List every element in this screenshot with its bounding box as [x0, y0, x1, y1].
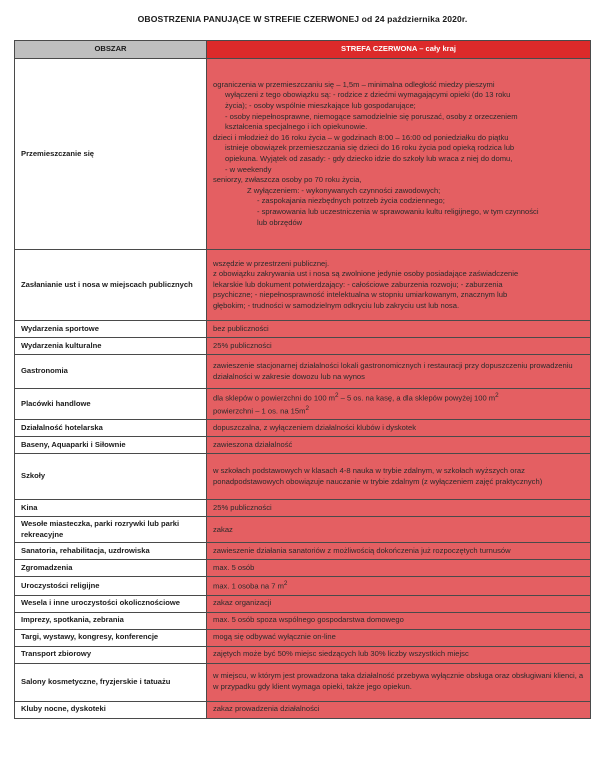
table-row — [15, 420, 591, 437]
value-line: - osoby niepełnosprawne, niemogące samodzielnie się poruszać, osoby z orzeczeniem — [225, 111, 518, 121]
row-area: Uroczystości religijne — [15, 577, 207, 595]
table-row — [15, 59, 591, 250]
row-area: Wydarzenia kulturalne — [15, 338, 207, 355]
row-value: zawieszona działalność — [207, 437, 591, 454]
row-area: Salony kosmetyczne, fryzjerskie i tatuażu — [15, 663, 207, 701]
value-line: dzieci i młodzież do 16 roku życia – w godzinach 8:00 – 16:00 od poniedziałku do piątku — [213, 132, 509, 142]
row-area: Targi, wystawy, kongresy, konferencje — [15, 629, 207, 646]
table-row — [15, 454, 591, 500]
value-line: seniorzy, zwłaszcza osoby po 70 roku życia, — [213, 175, 362, 185]
row-value: max. 5 osób — [207, 560, 591, 577]
value-line: psychiczne; - niepełnosprawność intelektualna w stopniu umiarkowanym, znacznym lub — [213, 290, 508, 300]
header-row — [15, 41, 591, 59]
row-value: 25% publiczności — [207, 338, 591, 355]
table-row — [15, 646, 591, 663]
value-line: - w weekendy — [225, 164, 272, 174]
table-row — [15, 389, 591, 420]
value-text: – 5 os. na kasę, a dla sklepów powyżej 100 m — [338, 393, 496, 403]
value-line: opiekuna. Wyjątek od zasady: - gdy dziecko idzie do szkoły lub wraca z niej do domu, — [225, 154, 513, 163]
table-row — [15, 663, 591, 701]
row-area: Transport zbiorowy — [15, 646, 207, 663]
table-row — [15, 629, 591, 646]
row-area: Zgromadzenia — [15, 560, 207, 577]
table-row — [15, 250, 591, 321]
row-value: zawieszenie stacjonarnej działalności lokali gastronomicznych i restauracji przy dopuszczeniu prowadzeniu działalności w zakresie dowozu lub na wynos — [207, 355, 591, 389]
value-line: wszędzie w przestrzeni publicznej. — [213, 258, 330, 268]
restrictions-table — [14, 40, 591, 719]
table-row — [15, 355, 591, 389]
value-line: lub obrzędów — [257, 217, 303, 227]
value-line: Z wyłączeniem: - wykonywanych czynności zawodowych; — [247, 185, 441, 195]
table-row — [15, 338, 591, 355]
value-line: - sprawowania lub uczestniczenia w sprawowaniu kultu religijnego, w tym czynności — [257, 206, 539, 216]
row-value: zajętych może być 50% miejsc siedzących lub 30% liczby wszystkich miejsc — [207, 646, 591, 663]
value-line: z obowiązku zakrywania ust i nosa są zwolnione jedynie osoby posiadające zaświadczenie — [213, 269, 519, 279]
superscript: 2 — [283, 580, 288, 588]
row-value — [207, 59, 591, 250]
table-row — [15, 595, 591, 612]
row-area: Wesela i inne uroczystości okolicznościowe — [15, 595, 207, 612]
value-text: max. 1 osoba na 7 m — [213, 581, 284, 591]
value-line: ograniczenia w przemieszczaniu się – 1,5m – minimalna odległość miedzy pieszymi — [213, 79, 495, 89]
row-area: Imprezy, spotkania, zebrania — [15, 612, 207, 629]
value-line — [213, 391, 584, 404]
table-row — [15, 517, 591, 543]
row-value: zakaz prowadzenia działalności — [207, 701, 591, 718]
superscript: 2 — [335, 392, 339, 399]
superscript: 2 — [495, 392, 499, 399]
table-row — [15, 321, 591, 338]
table-row — [15, 612, 591, 629]
row-area: Przemieszczanie się — [15, 59, 207, 250]
table-row — [15, 437, 591, 454]
table-row — [15, 560, 591, 577]
value-text: powierzchni – 1 os. na 15m — [213, 406, 306, 416]
table-row — [15, 543, 591, 560]
table-row — [15, 701, 591, 718]
row-area: Szkoły — [15, 454, 207, 500]
row-area: Sanatoria, rehabilitacja, uzdrowiska — [15, 543, 207, 560]
row-area: Działalność hotelarska — [15, 420, 207, 437]
value-line: - zaspokajania niezbędnych potrzeb życia codziennego; — [257, 196, 445, 206]
row-area: Wydarzenia sportowe — [15, 321, 207, 338]
value-line: kształcenia specjalnego i ich opiekunowie. — [225, 122, 368, 132]
row-area: Kina — [15, 500, 207, 517]
row-value: bez publiczności — [207, 321, 591, 338]
row-value: w miejscu, w którym jest prowadzona taka działalność przebywa wyłącznie obsługa oraz obsługiwani klienci, a w przypadku gdy klient wymaga opieki, także jego opiekun. — [207, 663, 591, 701]
row-value: dopuszczalna, z wyłączeniem działalności klubów i dyskotek — [207, 420, 591, 437]
column-header-area: OBSZAR — [15, 41, 207, 59]
table-row — [15, 577, 591, 595]
row-value: w szkołach podstawowych w klasach 4-8 nauka w trybie zdalnym, w szkołach wyższych oraz ponadpodstawowych obowiązuje nauczanie w trybie zdalnym (z wyłączeniem zajęć praktycznych) — [207, 454, 591, 500]
table-row — [15, 500, 591, 517]
row-value: zakaz — [207, 517, 591, 543]
value-line: lekarskie lub dokument potwierdzający: - całościowe zaburzenia rozwoju; - zaburzenia — [213, 279, 503, 289]
row-value: zakaz organizacji — [207, 595, 591, 612]
row-area: Placówki handlowe — [15, 389, 207, 420]
value-line: wyłączeni z tego obowiązku są: - rodzice z dziećmi wymagającymi opieki (do 13 roku — [225, 90, 511, 100]
row-area: Zasłanianie ust i nosa w miejscach publicznych — [15, 250, 207, 321]
row-area: Gastronomia — [15, 355, 207, 389]
document-title: OBOSTRZENIA PANUJĄCE W STREFIE CZERWONEJ od 24 października 2020r. — [137, 14, 468, 24]
value-text: dla sklepów o powierzchni do 100 m — [213, 393, 335, 403]
row-area: Baseny, Aquaparki i Siłownie — [15, 437, 207, 454]
row-value — [207, 577, 591, 595]
row-value: mogą się odbywać wyłącznie on-line — [207, 629, 591, 646]
value-line: istnieje obowiązek przemieszczania się dzieci do 16 roku życia pod opieką rodzica lub — [225, 143, 515, 153]
column-header-red-zone: STREFA CZERWONA – cały kraj — [207, 41, 591, 59]
row-area: Kluby nocne, dyskoteki — [15, 701, 207, 718]
value-line — [213, 404, 584, 417]
row-value — [207, 389, 591, 420]
row-value: max. 5 osób spoza wspólnego gospodarstwa domowego — [207, 612, 591, 629]
superscript: 2 — [305, 405, 309, 413]
row-value: zawieszenie działania sanatoriów z możliwością dokończenia już rozpoczętych turnusów — [207, 543, 591, 560]
row-value: 25% publiczności — [207, 500, 591, 517]
value-line: głębokim; - trudności w samodzielnym odkryciu lub zakryciu ust lub nosa. — [213, 300, 460, 310]
row-value — [207, 250, 591, 321]
value-line: życia); - osoby wspólnie mieszkające lub gospodarujące; — [225, 101, 416, 111]
row-area: Wesołe miasteczka, parki rozrywki lub parki rekreacyjne — [15, 517, 207, 543]
